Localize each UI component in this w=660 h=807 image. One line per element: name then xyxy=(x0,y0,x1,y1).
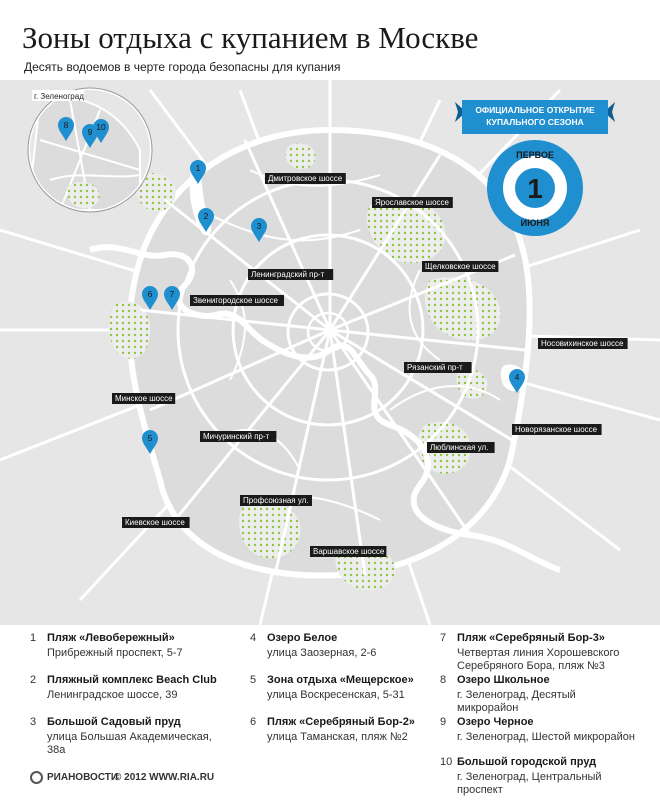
pin-number: 8 xyxy=(63,120,69,130)
pin-number: 2 xyxy=(203,211,209,221)
beach-legend xyxy=(30,632,640,796)
legend-address: Ленинградское шоссе, 39 xyxy=(47,689,178,701)
badge-banner-line2: КУПАЛЬНОГО СЕЗОНА xyxy=(486,117,584,127)
pin-number: 7 xyxy=(169,289,175,299)
badge-banner-line1: ОФИЦИАЛЬНОЕ ОТКРЫТИЕ xyxy=(475,105,595,115)
legend-address: улица Большая Академическая, 38а xyxy=(47,731,212,756)
legend-name: Пляж «Левобережный» xyxy=(47,632,175,644)
legend-name: Зона отдыха «Мещерское» xyxy=(267,674,414,686)
legend-number: 1 xyxy=(30,632,37,644)
legend-address: улица Таманская, пляж №2 xyxy=(267,731,408,743)
road-label-text: Минское шоссе xyxy=(115,394,173,403)
legend-address: улица Воскресенская, 5-31 xyxy=(267,689,405,701)
road-label xyxy=(538,338,628,349)
road-label xyxy=(512,424,602,435)
road-label xyxy=(372,197,453,208)
road-label-text: Носовихинское шоссе xyxy=(541,339,624,348)
pin-number: 9 xyxy=(87,127,93,137)
road-label xyxy=(240,495,312,506)
badge-day: 1 xyxy=(527,173,543,204)
page-subtitle: Десять водоемов в черте города безопасны для купания xyxy=(24,60,341,74)
ria-logo-icon xyxy=(30,771,43,784)
road-label xyxy=(427,442,495,453)
road-label xyxy=(310,546,386,557)
road-label xyxy=(248,269,333,280)
road-label xyxy=(112,393,175,404)
pin-number: 5 xyxy=(147,433,153,443)
legend-name: Озеро Школьное xyxy=(457,674,550,686)
badge-word-top: ПЕРВОЕ xyxy=(516,150,554,160)
road-label-text: Звенигородское шоссе xyxy=(193,296,278,305)
legend-address: г. Зеленоград, Десятый микрорайон xyxy=(457,689,576,714)
pin-number: 4 xyxy=(514,372,520,382)
ria-logo-text: РИАНОВОСТИ xyxy=(47,772,119,783)
pin-number: 1 xyxy=(195,163,201,173)
road-label-text: Мичуринский пр-т xyxy=(203,432,270,441)
legend-number: 5 xyxy=(250,674,257,686)
legend-address: улица Заозерная, 2-6 xyxy=(267,647,377,659)
legend-name: Большой Садовый пруд xyxy=(47,716,181,728)
road-label xyxy=(422,261,498,272)
legend-number: 6 xyxy=(250,716,257,728)
moscow-map xyxy=(0,80,660,625)
legend-number: 2 xyxy=(30,674,37,686)
legend-name: Пляж «Серебряный Бор-3» xyxy=(457,632,605,644)
road-label-text: Киевское шоссе xyxy=(125,518,185,527)
page-title: Зоны отдыха с купанием в Москве xyxy=(22,20,479,55)
legend-name: Озеро Черное xyxy=(457,716,534,728)
road-label xyxy=(200,431,276,442)
road-label-text: Рязанский пр-т xyxy=(407,363,463,372)
copyright: © 2012 WWW.RIA.RU xyxy=(114,772,215,783)
road-label xyxy=(404,362,472,373)
pin-number: 10 xyxy=(96,122,106,132)
pin-number: 6 xyxy=(147,289,153,299)
road-label-text: Люблинская ул. xyxy=(430,443,489,452)
road-label-text: Новорязанское шоссе xyxy=(515,425,598,434)
legend-address: г. Зеленоград, Шестой микрорайон xyxy=(457,731,635,743)
road-label xyxy=(265,173,346,184)
legend-name: Большой городской пруд xyxy=(457,756,597,768)
road-label xyxy=(122,517,190,528)
legend-name: Пляжный комплекс Beach Club xyxy=(47,674,217,686)
legend-name: Озеро Белое xyxy=(267,632,338,644)
legend-number: 8 xyxy=(440,674,447,686)
badge-word-bottom: ИЮНЯ xyxy=(520,218,550,228)
legend-address: Прибрежный проспект, 5-7 xyxy=(47,647,183,659)
inset-label: г. Зеленоград xyxy=(34,92,84,101)
road-label-text: Щелковское шоссе xyxy=(425,262,496,271)
legend-number: 9 xyxy=(440,716,447,728)
zelenograd-inset xyxy=(28,88,152,212)
road-label xyxy=(190,295,284,306)
road-label-text: Ленинградский пр-т xyxy=(251,270,325,279)
legend-address: г. Зеленоград, Центральный проспект xyxy=(457,771,602,796)
pin-number: 3 xyxy=(256,221,262,231)
legend-number: 3 xyxy=(30,716,37,728)
road-label-text: Варшавское шоссе xyxy=(313,547,385,556)
road-label-text: Профсоюзная ул. xyxy=(243,496,309,505)
legend-number: 4 xyxy=(250,632,257,644)
legend-address: Четвертая линия Хорошевского Серебряного Бора, пляж №3 xyxy=(457,647,620,672)
legend-number: 10 xyxy=(440,756,453,768)
road-label-text: Ярославское шоссе xyxy=(375,198,449,207)
road-label-text: Дмитровское шоссе xyxy=(268,174,343,183)
legend-number: 7 xyxy=(440,632,447,644)
legend-name: Пляж «Серебряный Бор-2» xyxy=(267,716,415,728)
